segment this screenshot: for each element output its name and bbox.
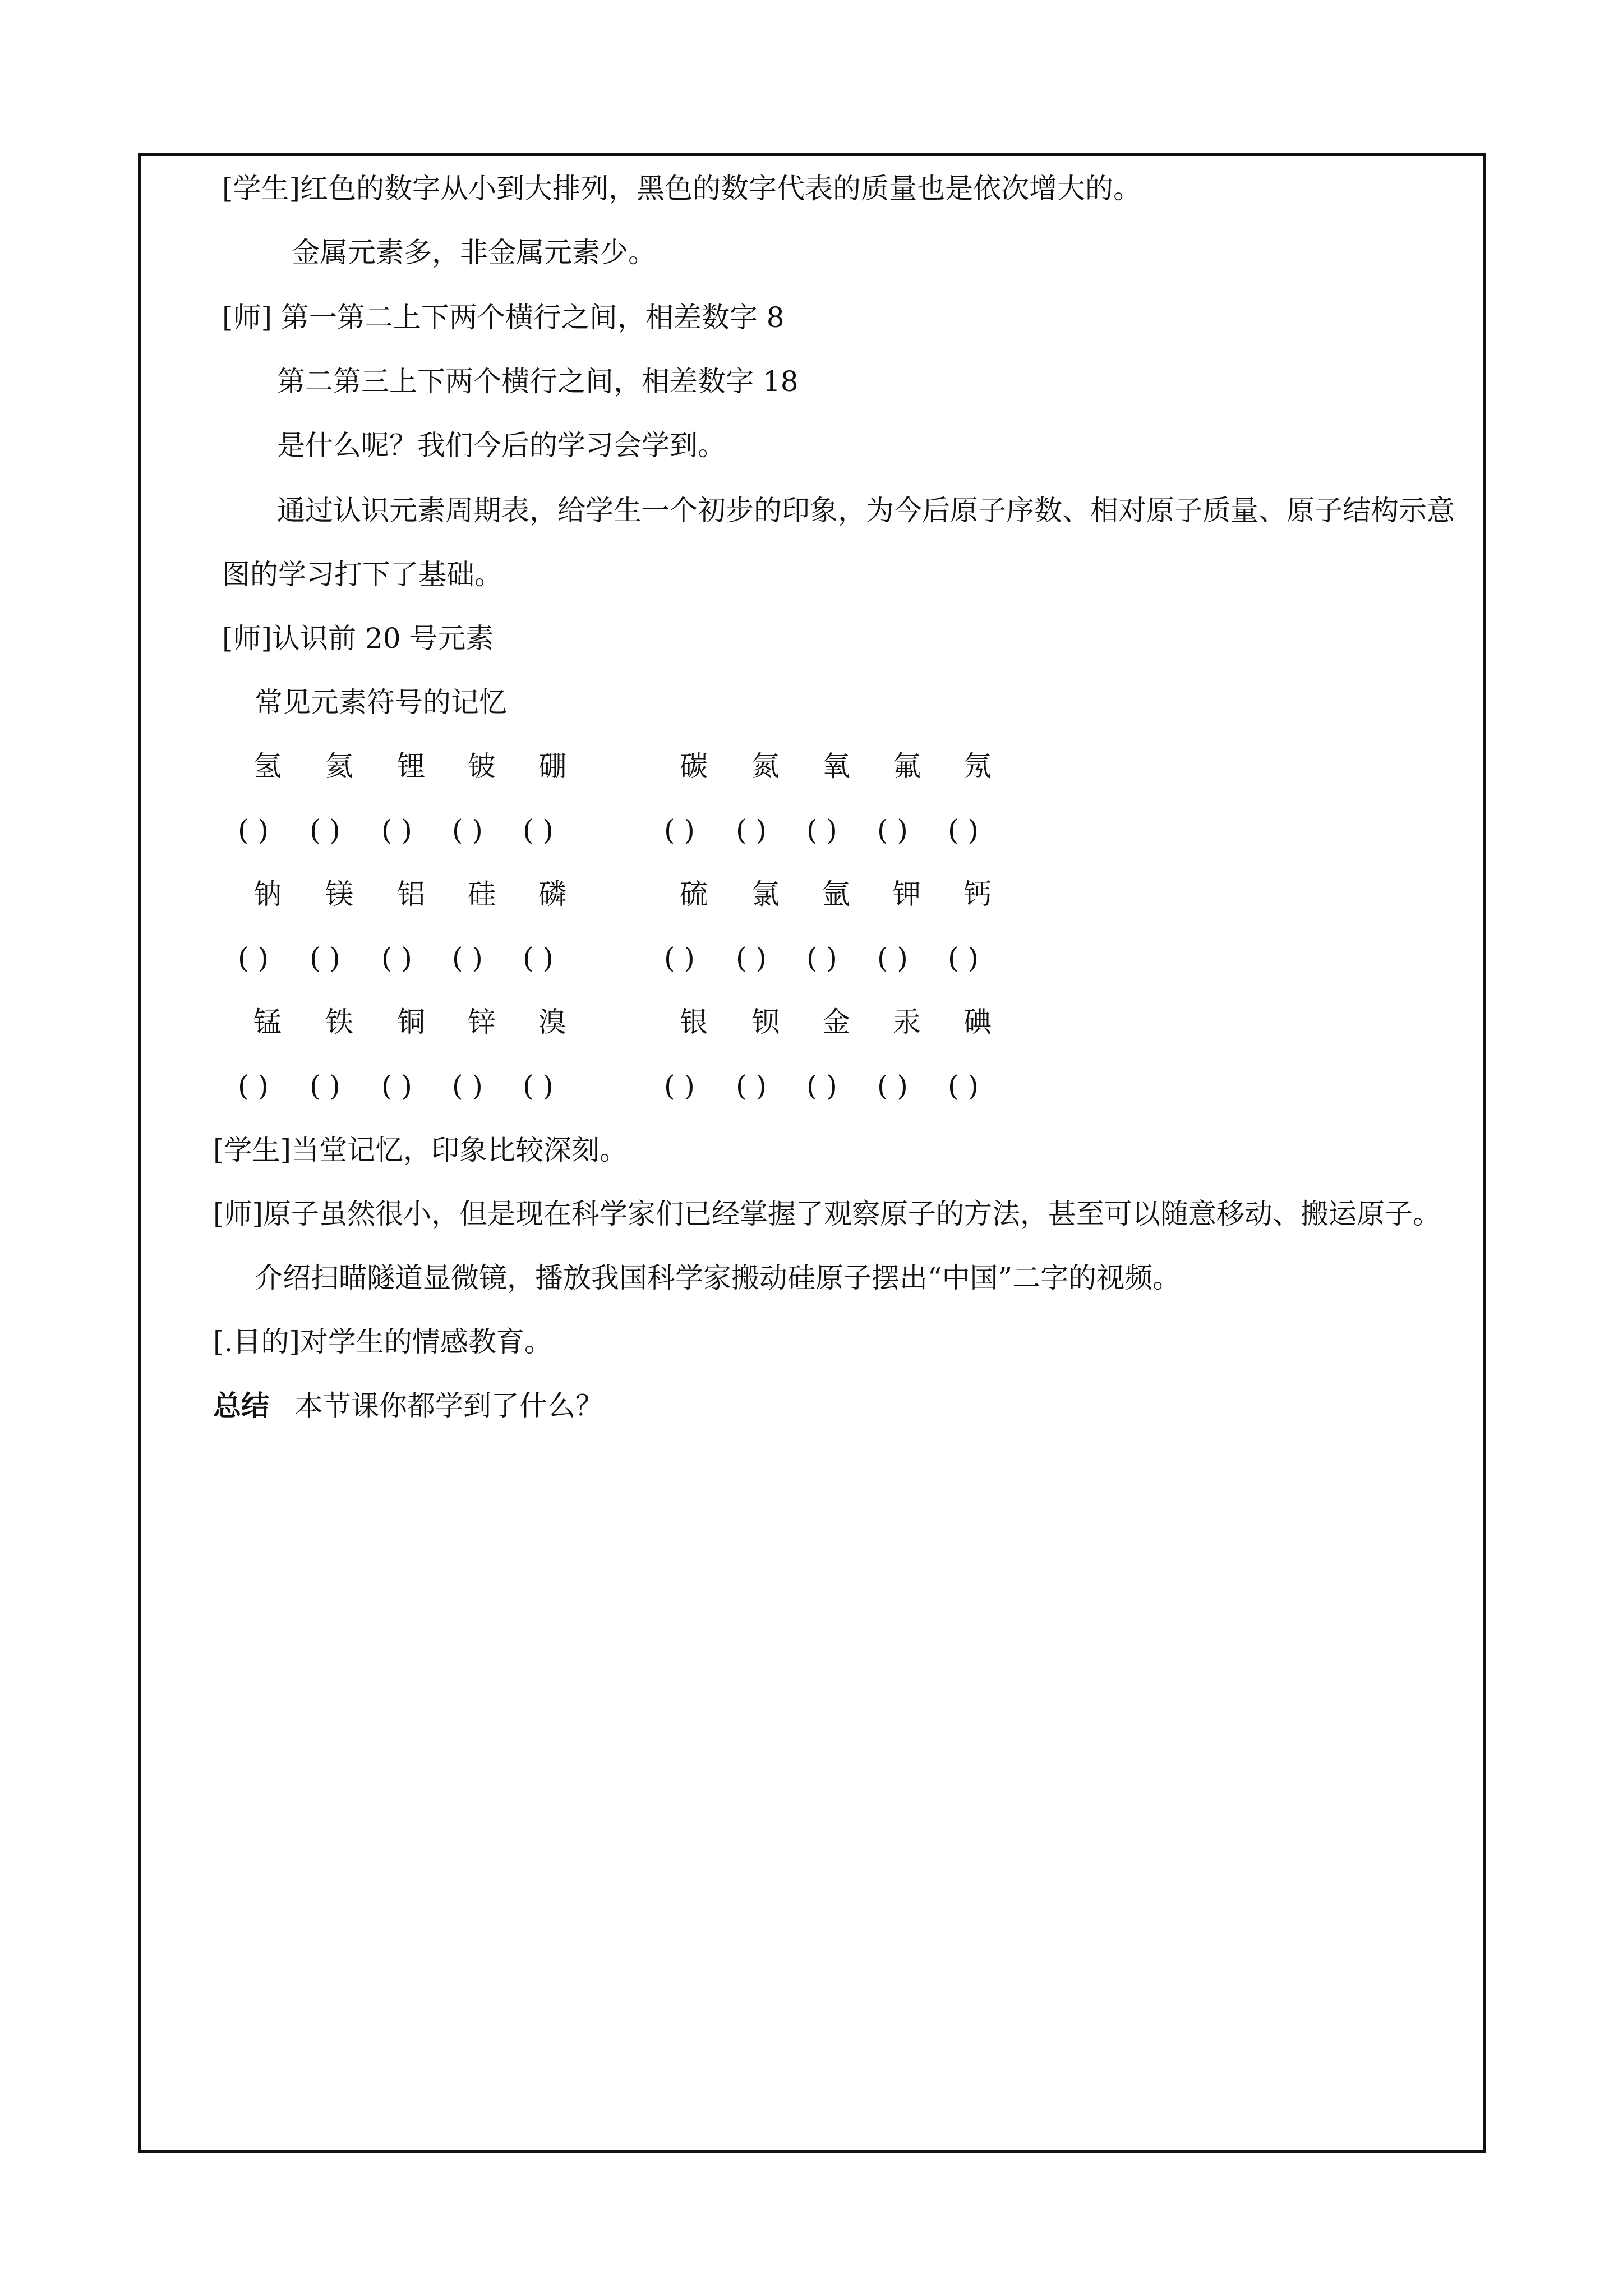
text-line-11: [师]原子虽然很小，但是现在科学家们已经掌握了观察原子的方法，甚至可以随意移动、搬运原子。 bbox=[213, 1198, 1441, 1230]
answer-blank: ( ) bbox=[310, 942, 340, 974]
element-name: 碳 bbox=[680, 750, 708, 783]
answer-blank: ( ) bbox=[877, 814, 908, 846]
answer-blank: ( ) bbox=[238, 814, 269, 846]
element-name: 氩 bbox=[822, 878, 850, 910]
element-name: 碘 bbox=[963, 1006, 992, 1038]
element-name: 金 bbox=[822, 1006, 850, 1038]
element-name: 氮 bbox=[751, 750, 780, 783]
answer-blank: ( ) bbox=[523, 814, 554, 846]
answer-blank: ( ) bbox=[523, 1070, 554, 1102]
text-line-9: 常见元素符号的记忆 bbox=[255, 686, 507, 719]
element-name: 汞 bbox=[893, 1006, 921, 1038]
answer-blank: ( ) bbox=[664, 1070, 695, 1102]
text-line-1: [学生]红色的数字从小到大排列，黑色的数字代表的质量也是依次增大的。 bbox=[222, 172, 1142, 205]
answer-blank: ( ) bbox=[310, 1070, 340, 1102]
answer-blank: ( ) bbox=[664, 814, 695, 846]
summary-label: 总结 bbox=[213, 1389, 269, 1422]
answer-blank: ( ) bbox=[736, 814, 767, 846]
text-line-4: 第二第三上下两个横行之间，相差数字 18 bbox=[277, 365, 799, 398]
element-row-3 bbox=[0, 1005, 1623, 1039]
element-name: 氧 bbox=[822, 750, 850, 783]
element-name: 钠 bbox=[253, 878, 282, 910]
element-name: 氖 bbox=[963, 750, 992, 783]
element-name: 铍 bbox=[468, 750, 496, 783]
answer-blank: ( ) bbox=[381, 1070, 412, 1102]
answer-blank: ( ) bbox=[736, 942, 767, 974]
element-name: 镁 bbox=[325, 878, 353, 910]
answer-blank: ( ) bbox=[452, 942, 483, 974]
element-name: 氟 bbox=[893, 750, 921, 783]
text-line-12: 介绍扫瞄隧道显微镜，播放我国科学家搬动硅原子摆出“中国”二字的视频。 bbox=[255, 1262, 1181, 1294]
answer-blank: ( ) bbox=[310, 814, 340, 846]
element-name: 钙 bbox=[963, 878, 992, 910]
text-line-6: 通过认识元素周期表，给学生一个初步的印象，为今后原子序数、相对原子质量、原子结构示意 bbox=[277, 494, 1455, 527]
element-name: 硅 bbox=[468, 878, 496, 910]
answer-blank: ( ) bbox=[806, 1070, 837, 1102]
answer-blank: ( ) bbox=[948, 814, 979, 846]
element-name: 铝 bbox=[397, 878, 425, 910]
answer-blank: ( ) bbox=[948, 942, 979, 974]
blank-row-3 bbox=[0, 1069, 1623, 1103]
summary-text: 本节课你都学到了什么？ bbox=[294, 1389, 603, 1422]
element-name: 磷 bbox=[538, 878, 566, 910]
answer-blank: ( ) bbox=[523, 942, 554, 974]
answer-blank: ( ) bbox=[736, 1070, 767, 1102]
summary-line bbox=[213, 1389, 603, 1423]
element-name: 锂 bbox=[397, 750, 425, 783]
element-name: 银 bbox=[680, 1006, 708, 1038]
text-line-7: 图的学习打下了基础。 bbox=[222, 558, 502, 591]
blank-row-2 bbox=[0, 941, 1623, 975]
answer-blank: ( ) bbox=[238, 942, 269, 974]
element-name: 氯 bbox=[751, 878, 780, 910]
answer-blank: ( ) bbox=[381, 942, 412, 974]
answer-blank: ( ) bbox=[452, 1070, 483, 1102]
answer-blank: ( ) bbox=[877, 942, 908, 974]
answer-blank: ( ) bbox=[806, 942, 837, 974]
element-name: 溴 bbox=[538, 1006, 566, 1038]
element-name: 硫 bbox=[680, 878, 708, 910]
element-row-1 bbox=[0, 749, 1623, 783]
text-line-2: 金属元素多，非金属元素少。 bbox=[292, 236, 656, 269]
text-line-13: [.目的]对学生的情感教育。 bbox=[213, 1326, 552, 1358]
answer-blank: ( ) bbox=[452, 814, 483, 846]
blank-row-1 bbox=[0, 813, 1623, 847]
element-row-2 bbox=[0, 877, 1623, 911]
element-name: 硼 bbox=[538, 750, 566, 783]
element-name: 锰 bbox=[253, 1006, 282, 1038]
text-line-5: 是什么呢？我们今后的学习会学到。 bbox=[277, 429, 726, 462]
element-name: 氢 bbox=[253, 750, 282, 783]
text-line-10: [学生]当堂记忆，印象比较深刻。 bbox=[213, 1134, 628, 1166]
answer-blank: ( ) bbox=[381, 814, 412, 846]
answer-blank: ( ) bbox=[948, 1070, 979, 1102]
text-line-3: [师] 第一第二上下两个横行之间，相差数字 8 bbox=[222, 301, 785, 334]
element-name: 氦 bbox=[325, 750, 353, 783]
text-line-8: [师]认识前 20 号元素 bbox=[222, 622, 494, 655]
element-name: 钾 bbox=[893, 878, 921, 910]
answer-blank: ( ) bbox=[664, 942, 695, 974]
element-name: 铜 bbox=[397, 1006, 425, 1038]
element-name: 钡 bbox=[751, 1006, 780, 1038]
element-name: 铁 bbox=[325, 1006, 353, 1038]
answer-blank: ( ) bbox=[806, 814, 837, 846]
element-name: 锌 bbox=[468, 1006, 496, 1038]
answer-blank: ( ) bbox=[877, 1070, 908, 1102]
answer-blank: ( ) bbox=[238, 1070, 269, 1102]
